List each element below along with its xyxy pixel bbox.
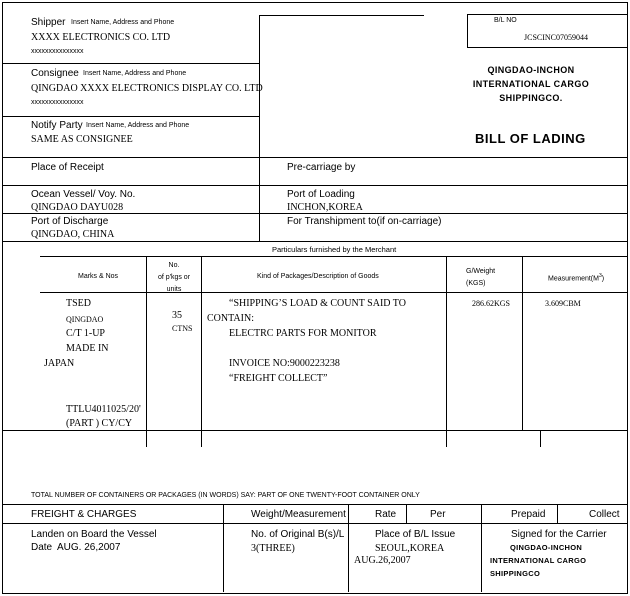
carrier-signature-line: SHIPPINGCO <box>490 569 541 578</box>
divider-line <box>40 256 627 257</box>
divider-line <box>259 157 260 241</box>
packages-unit: CTNS <box>172 324 193 333</box>
prepaid-label: Prepaid <box>511 509 546 520</box>
divider-line <box>522 256 523 430</box>
consignee-name: QINGDAO XXXX ELECTRONICS DISPLAY CO. LTD <box>31 83 263 94</box>
shipper-address: xxxxxxxxxxxxxxx <box>31 48 84 55</box>
divider-line <box>348 504 349 592</box>
divider-line <box>40 292 627 293</box>
consignee-address: xxxxxxxxxxxxxxx <box>31 99 84 106</box>
rate-label: Rate <box>375 509 397 520</box>
carrier-name-line: INTERNATIONAL CARGO <box>472 79 590 89</box>
port-of-discharge-label: Port of Discharge <box>31 216 109 227</box>
shipper-hint: Insert Name, Address and Phone <box>71 19 175 26</box>
carrier-signature-line: QINGDAO-INCHON <box>510 543 583 552</box>
bl-number-box <box>467 14 628 48</box>
col-packages-header-line: of p'kgs or <box>157 274 191 281</box>
place-of-receipt-label: Place of Receipt <box>31 162 104 173</box>
divider-line <box>2 504 627 505</box>
carrier-signature-line: INTERNATIONAL CARGO <box>490 556 587 565</box>
divider-line <box>2 185 627 186</box>
marks-line: TSED <box>66 298 91 309</box>
bl-number-value: JCSCINC07059044 <box>524 33 589 42</box>
carrier-signature <box>490 541 586 580</box>
col-packages-header-line: units <box>166 286 182 293</box>
container-part: (PART ) CY/CY <box>66 418 133 429</box>
laden-on-board-label: Landen on Board the Vessel <box>31 529 157 540</box>
signed-for-carrier-label: Signed for the Carrier <box>511 529 607 540</box>
shipper-name: XXXX ELECTRONICS CO. LTD <box>31 32 171 43</box>
per-label: Per <box>430 509 446 520</box>
marks-line: MADE IN <box>66 343 109 354</box>
pre-carriage-label: Pre-carriage by <box>287 162 356 173</box>
document-title: BILL OF LADING <box>475 131 586 146</box>
transhipment-label: For Transhipment to(if on-carriage) <box>287 216 442 227</box>
particulars-header: Particulars furnished by the Merchant <box>272 245 397 254</box>
divider-line <box>201 256 202 447</box>
col-weight-header <box>466 266 495 290</box>
date-value: AUG. 26,2007 <box>57 542 121 553</box>
freight-charges-label: FREIGHT & CHARGES <box>31 509 137 520</box>
description-line: ELECTRC PARTS FOR MONITOR <box>229 328 377 339</box>
description-line: INVOICE NO:9000223238 <box>229 358 340 369</box>
bl-number-label: B/L NO <box>494 17 517 24</box>
originals-value: 3(THREE) <box>251 543 295 554</box>
col-packages-header-line: No. <box>168 262 180 269</box>
notify-hint: Insert Name, Address and Phone <box>86 122 190 129</box>
col-marks-header: Marks & Nos <box>78 273 119 280</box>
place-of-issue-value: SEOUL,KOREA <box>375 543 445 554</box>
notify-label: Notify Party <box>31 120 83 131</box>
divider-line <box>2 430 627 431</box>
col-weight-header-line: (KGS) <box>466 280 486 287</box>
carrier-name-line: SHIPPINGCO. <box>499 93 563 103</box>
divider-line <box>406 504 407 523</box>
col-packages-header <box>147 260 201 296</box>
col-measurement-sup: 3 <box>598 273 602 279</box>
description-line: “FREIGHT COLLECT” <box>229 373 328 384</box>
col-description-header: Kind of Packages/Description of Goods <box>257 273 379 280</box>
notify-value: SAME AS CONSIGNEE <box>31 134 133 145</box>
marks-line: JAPAN <box>44 358 75 369</box>
divider-line <box>446 256 447 447</box>
ocean-vessel-value: QINGDAO DAYU028 <box>31 202 124 213</box>
consignee-label: Consignee <box>31 68 79 79</box>
col-measurement-text: Measurement(M <box>548 275 599 283</box>
divider-line <box>223 504 224 592</box>
divider-line <box>557 504 558 523</box>
total-containers: TOTAL NUMBER OF CONTAINERS OR PACKAGES (IN WORDS) SAY: PART OF ONE TWENTY-FOOT CONTAINER ONLY <box>31 492 420 499</box>
divider-line <box>259 15 424 16</box>
divider-line <box>2 523 627 524</box>
marks-line: C/T 1-UP <box>66 328 105 339</box>
col-measurement-header <box>548 273 604 282</box>
divider-line <box>2 116 259 117</box>
carrier-name <box>443 63 619 105</box>
divider-line <box>2 157 627 158</box>
col-measurement-close: ) <box>601 275 605 283</box>
port-of-discharge-value: QINGDAO, CHINA <box>31 229 115 240</box>
divider-line <box>2 213 627 214</box>
description-line: “SHIPPING’S LOAD & COUNT SAID TO <box>229 298 406 309</box>
measurement-value: 3.609CBM <box>545 299 581 308</box>
weight-measurement-label: Weight/Measurement <box>251 509 346 520</box>
divider-line <box>540 430 541 447</box>
packages-count: 35 <box>172 310 182 321</box>
carrier-name-line: QINGDAO-INCHON <box>487 65 575 75</box>
divider-line <box>481 504 482 592</box>
gross-weight: 286.62KGS <box>472 299 511 308</box>
marks-line: QINGDAO <box>66 315 104 324</box>
issue-date: AUG.26,2007 <box>354 555 411 566</box>
divider-line <box>2 241 627 242</box>
consignee-hint: Insert Name, Address and Phone <box>83 70 187 77</box>
place-of-issue-label: Place of B/L Issue <box>375 529 456 540</box>
description-line: CONTAIN: <box>207 313 254 324</box>
container-number: TTLU4011025/20' <box>66 404 141 415</box>
divider-line <box>2 63 259 64</box>
originals-label: No. of Original B(s)/L <box>251 529 345 540</box>
collect-label: Collect <box>589 509 620 520</box>
port-of-loading-value: INCHON,KOREA <box>287 202 363 213</box>
port-of-loading-label: Port of Loading <box>287 189 355 200</box>
ocean-vessel-label: Ocean Vessel/ Voy. No. <box>31 189 136 200</box>
col-weight-header-line: G/Weight <box>466 268 496 275</box>
shipper-label: Shipper <box>31 17 66 28</box>
date-label: Date <box>31 542 53 553</box>
